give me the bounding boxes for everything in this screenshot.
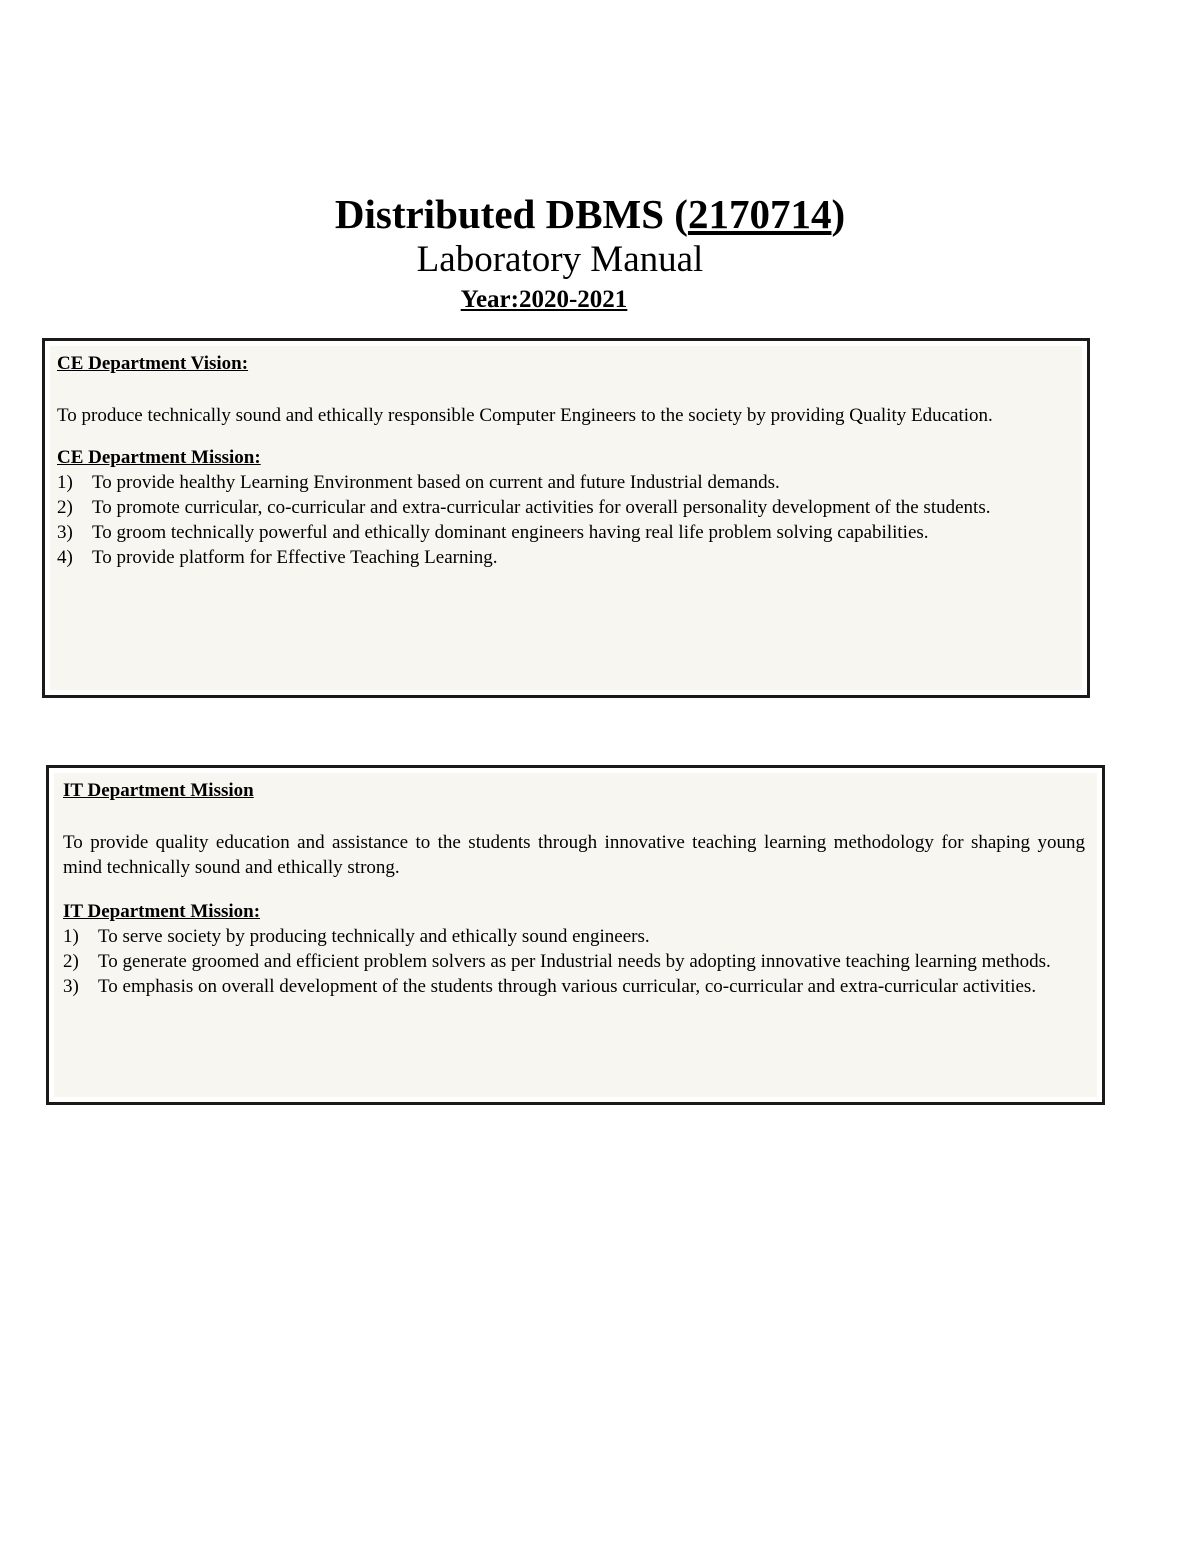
list-item-number: 1) [57, 472, 73, 493]
ce-mission-heading: CE Department Mission: [57, 447, 261, 468]
list-item-number: 4) [57, 547, 73, 568]
title-prefix: Distributed DBMS ( [334, 191, 688, 237]
list-item-text: To serve society by producing technically and ethically sound engineers. [98, 926, 650, 947]
list-item-text: To groom technically powerful and ethically dominant engineers having real life problem solving capabilities. [92, 522, 929, 543]
academic-year: Year:2020-2021 [460, 286, 628, 313]
ce-box-content [57, 351, 1071, 570]
list-item [63, 924, 1085, 949]
ce-mission-list [57, 470, 1071, 570]
ce-department-box [42, 338, 1090, 698]
list-item-number: 3) [63, 976, 79, 997]
it-vision-heading: IT Department Mission [63, 780, 254, 801]
course-code: 2170714 [687, 191, 832, 237]
list-item-number: 2) [57, 497, 73, 518]
document-subtitle: Laboratory Manual [416, 239, 704, 280]
list-item-number: 1) [63, 926, 79, 947]
list-item-number: 2) [63, 951, 79, 972]
ce-vision-heading: CE Department Vision: [57, 353, 249, 374]
document-title [0, 190, 1180, 238]
list-item [57, 545, 1071, 570]
list-item [57, 470, 1071, 495]
list-item [57, 495, 1071, 520]
list-item-text: To generate groomed and efficient problem solvers as per Industrial needs by adopting innovative teaching learning methods. [98, 951, 1051, 972]
title-suffix: ) [831, 191, 846, 237]
it-mission-list [63, 924, 1085, 999]
list-item [57, 520, 1071, 545]
it-department-box [46, 765, 1105, 1105]
list-item-text: To emphasis on overall development of the students through various curricular, co-curricular and extra-curricular activities. [98, 976, 1037, 997]
list-item-number: 3) [57, 522, 73, 543]
ce-vision-text: To produce technically sound and ethically responsible Computer Engineers to the society by providing Quality Education. [57, 405, 993, 426]
list-item-text: To promote curricular, co-curricular and extra-curricular activities for overall personality development of the students. [92, 497, 991, 518]
it-mission-heading: IT Department Mission: [63, 901, 261, 922]
it-vision-text: To provide quality education and assistance to the students through innovative teaching learning methodology for shaping young mind technically sound and ethically strong. [63, 832, 1085, 878]
list-item [63, 949, 1085, 974]
list-item [63, 974, 1085, 999]
list-item-text: To provide healthy Learning Environment based on current and future Industrial demands. [92, 472, 780, 493]
list-item-text: To provide platform for Effective Teaching Learning. [92, 547, 498, 568]
it-box-content [63, 778, 1085, 999]
